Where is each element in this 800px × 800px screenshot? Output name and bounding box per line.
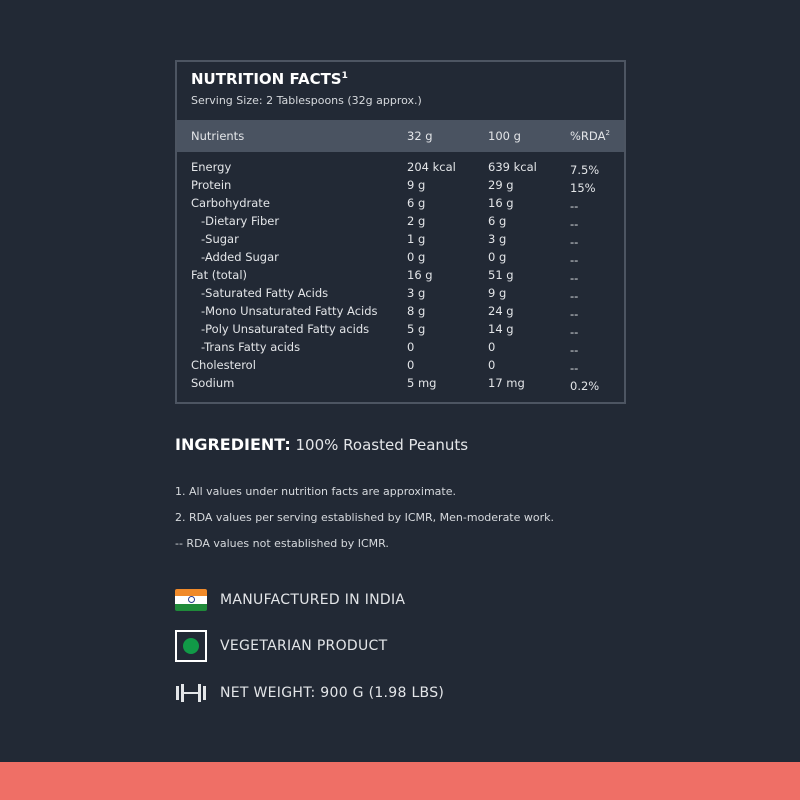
note-2: 2. RDA values per serving established by ICMR, Men-moderate work.: [175, 511, 555, 524]
table-row: [177, 178, 624, 196]
table-row: [177, 160, 624, 178]
note-3: -- RDA values not established by ICMR.: [175, 537, 389, 550]
nutrient-name: Carbohydrate: [191, 196, 270, 210]
table-row: [177, 322, 624, 340]
feature-weight: [175, 682, 444, 704]
header-rda: [570, 129, 610, 143]
value-100g: 0 g: [488, 250, 507, 264]
value-rda: --: [570, 325, 579, 339]
value-32g: 0: [407, 340, 415, 354]
value-rda: --: [570, 361, 579, 375]
value-32g: 9 g: [407, 178, 426, 192]
serving-size: Serving Size: 2 Tablespoons (32g approx.): [191, 94, 422, 107]
value-32g: 5 mg: [407, 376, 437, 390]
nutrient-name: -Mono Unsaturated Fatty Acids: [201, 304, 378, 318]
value-100g: 14 g: [488, 322, 514, 336]
value-rda: --: [570, 271, 579, 285]
value-rda: --: [570, 199, 579, 213]
nutrient-name: -Trans Fatty acids: [201, 340, 301, 354]
feature-vegetarian: [175, 630, 387, 662]
feature-label: VEGETARIAN PRODUCT: [220, 638, 388, 654]
value-32g: 0: [407, 358, 415, 372]
nutrition-title: [191, 70, 348, 88]
title-footnote: 1: [341, 71, 348, 81]
nutrient-name: -Saturated Fatty Acids: [201, 286, 329, 300]
feature-label: NET WEIGHT: 900 G (1.98 LBS): [220, 685, 445, 701]
value-rda: --: [570, 343, 579, 357]
nutrient-name: Energy: [191, 160, 232, 174]
header-100g: 100 g: [488, 129, 521, 143]
value-100g: 17 mg: [488, 376, 525, 390]
nutrient-name: Sodium: [191, 376, 235, 390]
value-100g: 16 g: [488, 196, 514, 210]
table-row: [177, 268, 624, 286]
vegetarian-icon: [175, 630, 207, 662]
dumbbell-icon: [175, 682, 207, 704]
value-32g: 5 g: [407, 322, 426, 336]
value-32g: 1 g: [407, 232, 426, 246]
value-100g: 9 g: [488, 286, 507, 300]
value-100g: 24 g: [488, 304, 514, 318]
value-100g: 6 g: [488, 214, 507, 228]
value-rda: 0.2%: [570, 379, 600, 393]
table-row: [177, 196, 624, 214]
table-row: [177, 376, 624, 394]
value-rda: --: [570, 289, 579, 303]
feature-label: MANUFACTURED IN INDIA: [220, 592, 406, 608]
title-text: NUTRITION FACTS: [191, 70, 342, 88]
value-rda: --: [570, 235, 579, 249]
value-32g: 0 g: [407, 250, 426, 264]
nutrition-facts-table: [175, 60, 626, 404]
value-100g: 3 g: [488, 232, 507, 246]
table-row: [177, 286, 624, 304]
nutrient-name: Fat (total): [191, 268, 248, 282]
table-body: [177, 160, 624, 394]
value-rda: --: [570, 217, 579, 231]
nutrient-name: -Poly Unsaturated Fatty acids: [201, 322, 370, 336]
header-nutrients: Nutrients: [191, 129, 245, 143]
value-100g: 0: [488, 340, 496, 354]
value-rda: 15%: [570, 181, 596, 195]
india-flag-icon: [175, 589, 207, 611]
rda-text: %RDA: [570, 129, 606, 143]
nutrient-name: -Sugar: [201, 232, 239, 246]
value-100g: 51 g: [488, 268, 514, 282]
value-rda: --: [570, 307, 579, 321]
value-32g: 6 g: [407, 196, 426, 210]
rda-footnote: 2: [605, 129, 610, 138]
ingredient-label: INGREDIENT:: [175, 435, 291, 454]
nutrient-name: -Dietary Fiber: [201, 214, 280, 228]
ingredient: [175, 435, 468, 454]
accent-footer-bar: [0, 762, 800, 800]
table-row: [177, 358, 624, 376]
table-row: [177, 250, 624, 268]
table-row: [177, 340, 624, 358]
table-row: [177, 232, 624, 250]
value-100g: 0: [488, 358, 496, 372]
feature-india: [175, 589, 405, 611]
value-rda: --: [570, 253, 579, 267]
table-header: [177, 120, 624, 152]
nutrient-name: Protein: [191, 178, 232, 192]
value-rda: 7.5%: [570, 163, 600, 177]
ingredient-value: 100% Roasted Peanuts: [295, 436, 469, 454]
value-32g: 16 g: [407, 268, 433, 282]
nutrient-name: -Added Sugar: [201, 250, 279, 264]
value-32g: 2 g: [407, 214, 426, 228]
table-row: [177, 214, 624, 232]
value-32g: 204 kcal: [407, 160, 456, 174]
value-32g: 8 g: [407, 304, 426, 318]
nutrient-name: Cholesterol: [191, 358, 256, 372]
table-row: [177, 304, 624, 322]
value-32g: 3 g: [407, 286, 426, 300]
value-100g: 639 kcal: [488, 160, 537, 174]
note-1: 1. All values under nutrition facts are approximate.: [175, 485, 456, 498]
header-32g: 32 g: [407, 129, 433, 143]
value-100g: 29 g: [488, 178, 514, 192]
